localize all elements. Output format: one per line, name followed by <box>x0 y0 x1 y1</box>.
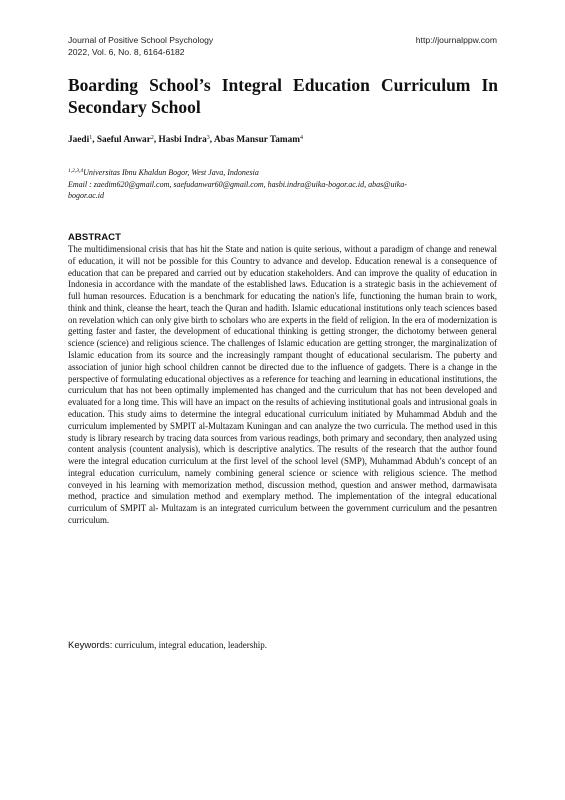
abstract-heading: ABSTRACT <box>68 232 122 243</box>
author-name: Jaedi <box>68 135 90 145</box>
email-line-continued: bogor.ac.id <box>68 191 104 200</box>
affiliation-block <box>68 166 500 202</box>
title-line-1: Boarding School’s Integral Education Curriculum In <box>68 75 498 95</box>
paper-title <box>68 74 498 118</box>
journal-url[interactable]: http://journalppw.com <box>415 35 497 45</box>
author-separator: , <box>92 135 97 145</box>
keywords-label: Keywords: <box>68 640 113 651</box>
affiliation-text: Universitas Ibnu Khaldun Bogor, West Java, Indonesia <box>83 168 259 177</box>
keywords-text: curriculum, integral education, leadership. <box>112 640 268 650</box>
author-name: Hasbi Indra <box>158 135 207 145</box>
affiliation-line <box>68 166 500 179</box>
author-separator: , <box>209 135 214 145</box>
journal-issue: 2022, Vol. 6, No. 8, 6164-6182 <box>68 46 185 57</box>
title-line-2: Secondary School <box>68 97 201 117</box>
author-affiliation-mark: 4 <box>300 135 304 141</box>
journal-header <box>68 35 213 58</box>
keywords-line <box>68 640 267 651</box>
author-name: Saeful Anwar <box>96 135 151 145</box>
email-line: Email : zaedim620@gmail.com, saefudanwar60@gmail.com, hasbi.indra@uika-bogor.ac.id, abas@uika- <box>68 179 407 189</box>
journal-name: Journal of Positive School Psychology <box>68 35 214 45</box>
author-affiliation-mark: 3 <box>206 135 210 141</box>
author-affiliation-mark: 2 <box>150 135 154 141</box>
author-name: Abas Mansur Tamam <box>213 135 301 145</box>
abstract-body: The multidimensional crisis that has hit the State and nation is quite serious, without a paradigm of change and renewal of education, it will not be possible for this Country to advance and develop. Education renewal is a consequence of education that can be prepared and carried out by education stakeholders. And can improve the quality of education in Indonesia in accordance with the mandate of the established laws. Education is a strategic basis in the achievement of full human resources. Education is a benchmark for educating the nation's life, functioning the human brain to work, think and think, cleanse the heart, teach the Quran and hadith. Islamic educational institutions only teach sciences based on revelation which can only give birth to scholars who are experts in the field of religion. In the era of modernization is getting faster and faster, the development of educational thinking is getting stronger, the dichotomy between general science (science) and religious science. The challenges of Islamic education are getting stronger, the marginalization of Islamic education from its source and the increasingly rampant thought of educational secularism. The puberty and association of junior high school children cannot be directed due to the influence of gadgets. There is a change in the perspective of formulating educational objectives as a reference for teaching and learning in educational institutions, the curriculum that has not been optimally implemented has changed and the curriculum that has not been developed and evaluated for a long time. This will have an impact on the results of achieving institutional goals and intrusional goals in education. This study aims to determine the integral educational curriculum initiated by Muhammad Abduh and the curriculum implemented by SMPIT al-Multazam Kuningan and can analyze the two curricula. The method used in this study is library research by tracing data sources from various readings, both primary and secondary, then analyzed using content analysis (countent analysis), which is descriptive analytics. The results of the research that the author found were the integral education curriculum at the first level of the school level (SMP), Muhammad Abduh’s concept of an integral education curriculum, namely combining general science or science with religious science. The method conveyed in his learning with memorization method, discussion method, question and answer method, darmawisata method, practice and simulation method and exemplary method. The implementation of the integral educational curriculum of SMPIT al- Multazam is an integrated curriculum between the government curriculum and the pesantren curriculum. <box>68 244 497 525</box>
author-separator: , <box>153 135 159 145</box>
author-affiliation-mark: 1 <box>89 135 93 141</box>
affiliation-mark: 1,2,3,4 <box>68 168 84 174</box>
author-list <box>68 135 303 145</box>
